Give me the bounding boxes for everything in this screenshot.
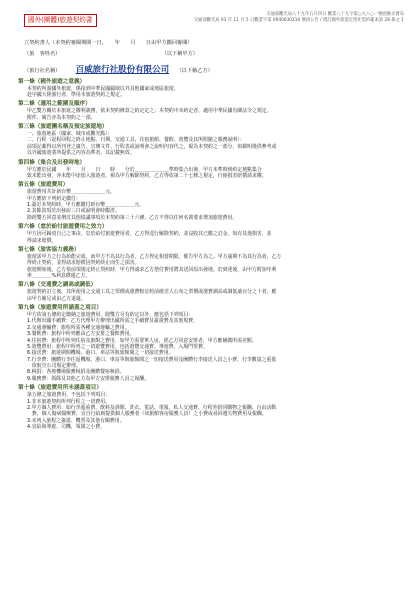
article-title: 第八條（交通費之調高或調低）	[18, 282, 97, 289]
document-title: 國外(團體)旅遊契約書	[24, 14, 97, 27]
article-text-line: 第五條之旅遊費用，不包括下列項目：	[27, 392, 111, 399]
article-text-line: 4.住宿費：旅程中所列住宿及旅館之費用，如甲方需要單人房，經乙方同意安排者，甲方應補繳所需差額。	[27, 337, 257, 344]
article-title: 第一條（國外旅遊之意義）	[18, 78, 86, 85]
article-text-line: 甲方應於民國 年 月 日 時 分於＿＿＿＿＿＿＿準時集合出發，甲方未準時到約定地點集合	[27, 166, 262, 173]
article-text-line: 1.代辦出國手續費：乙方代理甲方辦理出國所需之手續費及簽證費及其他規費。	[27, 318, 198, 325]
article-text-line: 4.宜給與導遊、司機、領隊之小費。	[27, 424, 106, 431]
article-text-line: 率＿＿＿＿%利息償還乙方。	[27, 273, 91, 280]
article-title: 第五條（旅遊費用）	[18, 182, 69, 189]
article-text-line: 除經雙方同意並增訂其他協議事項於本契約第三十六條，乙方不得以任何名義要求增加旅遊費用。	[27, 214, 238, 221]
article-title: 第二條（適用之範圍及順序）	[18, 101, 91, 108]
article-text-line: 附件、廣告亦為本契約之一部。	[27, 114, 96, 121]
article-text-line: 旅遊需甲方之行為始能完成，而甲方不為其行為者，乙方得定相當期限，催告甲方為之。甲方逾期不為其行為者，乙方	[27, 253, 282, 260]
article-text-line: 2.其餘款項於出發前三日或說明會時繳清。	[27, 208, 120, 215]
article-text-line: 旅遊開始後，乙方依前項規定終止契約時，甲方得請求乙方墊付費用將其送回原出發地。於到達後，由甲方附加年利	[27, 266, 277, 273]
article-text-line: 2.甲方個人費用：如行李超重費、飲料及酒類、洗衣、電話、電報、私人交通費、行程外陪同購物之報酬、自由活動	[27, 404, 277, 411]
article-text-line: 得請求賠償。	[27, 237, 57, 244]
article-text-line: 3.餐飲費：旅程中所列應由乙方安排之餐飲費用。	[27, 331, 135, 338]
article-text-line: 費、個人傷病醫療費、宜自行給與提供個人服務者（如旅館客房服務人員）之小費或尋回遺失物費用及報酬。	[27, 411, 267, 418]
article-title: 第六條（怠於給付旅遊費用之效力）	[18, 224, 108, 231]
traveler-suffix: （以下稱甲方）	[161, 50, 198, 57]
contract-parties	[18, 40, 408, 76]
article-title: 第三條（旅遊團名稱及預定旅遊地）	[18, 124, 108, 131]
agency-label: （旅行社名稱）	[24, 68, 61, 74]
parties-intro: 立契約書人（本契約審閱期間一日， 年 月 日由甲方攜回審閱）	[24, 40, 193, 46]
article-text-line: 9.服務費：領隊及其他乙方為甲方安排服務人員之報酬。	[27, 375, 150, 382]
article-text-line: 旅遊契約訂立後，其所使用之交通工具之票價或運費較訂約前運送人公布之票價或運費調高或調低逾百分之十者，應	[27, 289, 277, 296]
agency-suffix: （以下稱乙方）	[176, 68, 213, 74]
article-title: 第十條（旅遊費用所未涵蓋項目）	[18, 385, 102, 392]
article-text-line: 2.交通運輸費：旅程所需各種交通運輸之費用。	[27, 324, 130, 331]
article-title: 第九條（旅遊費用所涵蓋之項目）	[18, 305, 102, 312]
article-text-line: 前項記載得以所刊登之廣告、宣傳文件、行程表或說明會之說明內容代之，視為本契約之一部分，如載明僅供參考或	[27, 143, 277, 150]
article-text-line: 致未能出發，亦未能中途加入旅遊者，視為甲方解除契約，乙方得依第二十七條之規定，行使損害賠償請求權。	[27, 172, 267, 179]
article-text-line: 甲乙雙方關於本旅遊之權利義務，依本契約條款之約定定之；本契約中未約定者，適用中華民國有關法令之規定。	[27, 108, 272, 115]
article-text-line: 二、行程（起程回程之終止地點、日期、交通工具、住宿旅館、餐飲、遊覽及其所附隨之服務說明）：	[27, 137, 245, 144]
gov-note-line: 交通部觀光局八十九年五月四日 觀業八十九字第○九八○一號函修正發布	[266, 12, 404, 17]
contract-articles	[18, 79, 408, 431]
article-text-line: 得終止契約，並得請求賠償因契約終止而生之損害。	[27, 260, 140, 267]
article-text-line: 甲方應依下列約定繳付：	[27, 195, 81, 202]
article-text-line: 旅遊費用共計新台幣＿＿＿＿＿＿＿元。	[27, 189, 116, 196]
gov-note-line: 交通部觀光局 93 年 11 月 5 日觀業字第 0940030216 號函公告 / 增訂國外旅遊定型化契約範本第 28 條之 1	[193, 18, 404, 24]
agency-line	[24, 65, 408, 76]
article-text-line: 甲方依第五條約定繳納之旅遊費用，除雙方另有約定以外，應包括下列項目：	[27, 312, 194, 319]
article-text-line: 以外國旅遊業所提供之內容為準者，其記載無效。	[27, 150, 135, 157]
article-text-line: 7.行李費：團體行李往返機場、港口、車站等與旅館間之一切接送費用及團體行李接送人員之小費，行李數量之重量	[27, 356, 277, 363]
article-title: 第七條（旅客協力義務）	[18, 246, 80, 253]
traveler-label: （旅 客姓名）	[24, 50, 61, 57]
article-text-line: 1.非本旅遊契約所列行程之一切費用。	[27, 398, 110, 405]
traveler-line	[24, 51, 408, 58]
agency-name: 百威旅行社股份有限公司	[75, 65, 170, 75]
government-notice	[134, 12, 404, 25]
article-title: 第四條（集合及出發時地）	[18, 159, 86, 166]
article-text-line: 本契約所謂國外旅遊，係指到中華民國疆域以外其他國家或地區旅遊。	[27, 85, 179, 92]
article-text-line: 5.遊覽費用：旅程中所列之一切遊覽費用，包括遊覽交通費、導遊費、入場門票費。	[27, 343, 208, 350]
article-text-line: 1.簽訂本契約時，甲方應繳付新台幣＿＿＿＿＿＿元。	[27, 202, 145, 209]
article-text-line: 一、旅遊地區（國家、城市或觀光點）：	[27, 131, 113, 138]
article-text-line: 8.稅捐：各地機場服務稅捐及團體餐宿稅捐。	[27, 369, 125, 376]
article-text-line: 甲方因可歸責自己之事由，怠於給付旅遊費用者，乙方得逕行解除契約，並沒收其已繳之訂金。如有其他損害，並	[27, 231, 272, 238]
article-text-line: 赴中國大陸旅行者，準用本旅遊契約之規定。	[27, 91, 125, 98]
article-text-line: 3.未列入旅程之簽證、機票及其他有關費用。	[27, 417, 125, 424]
page-header	[18, 10, 408, 36]
article-text-line: 6.接送費：旅遊期間機場、港口、車站等與旅館間之一切接送費用。	[27, 350, 174, 357]
article-text-line: 依航空公司規定辦理。	[27, 363, 81, 370]
article-text-line: 由甲方補足或由乙方退還。	[27, 295, 86, 302]
